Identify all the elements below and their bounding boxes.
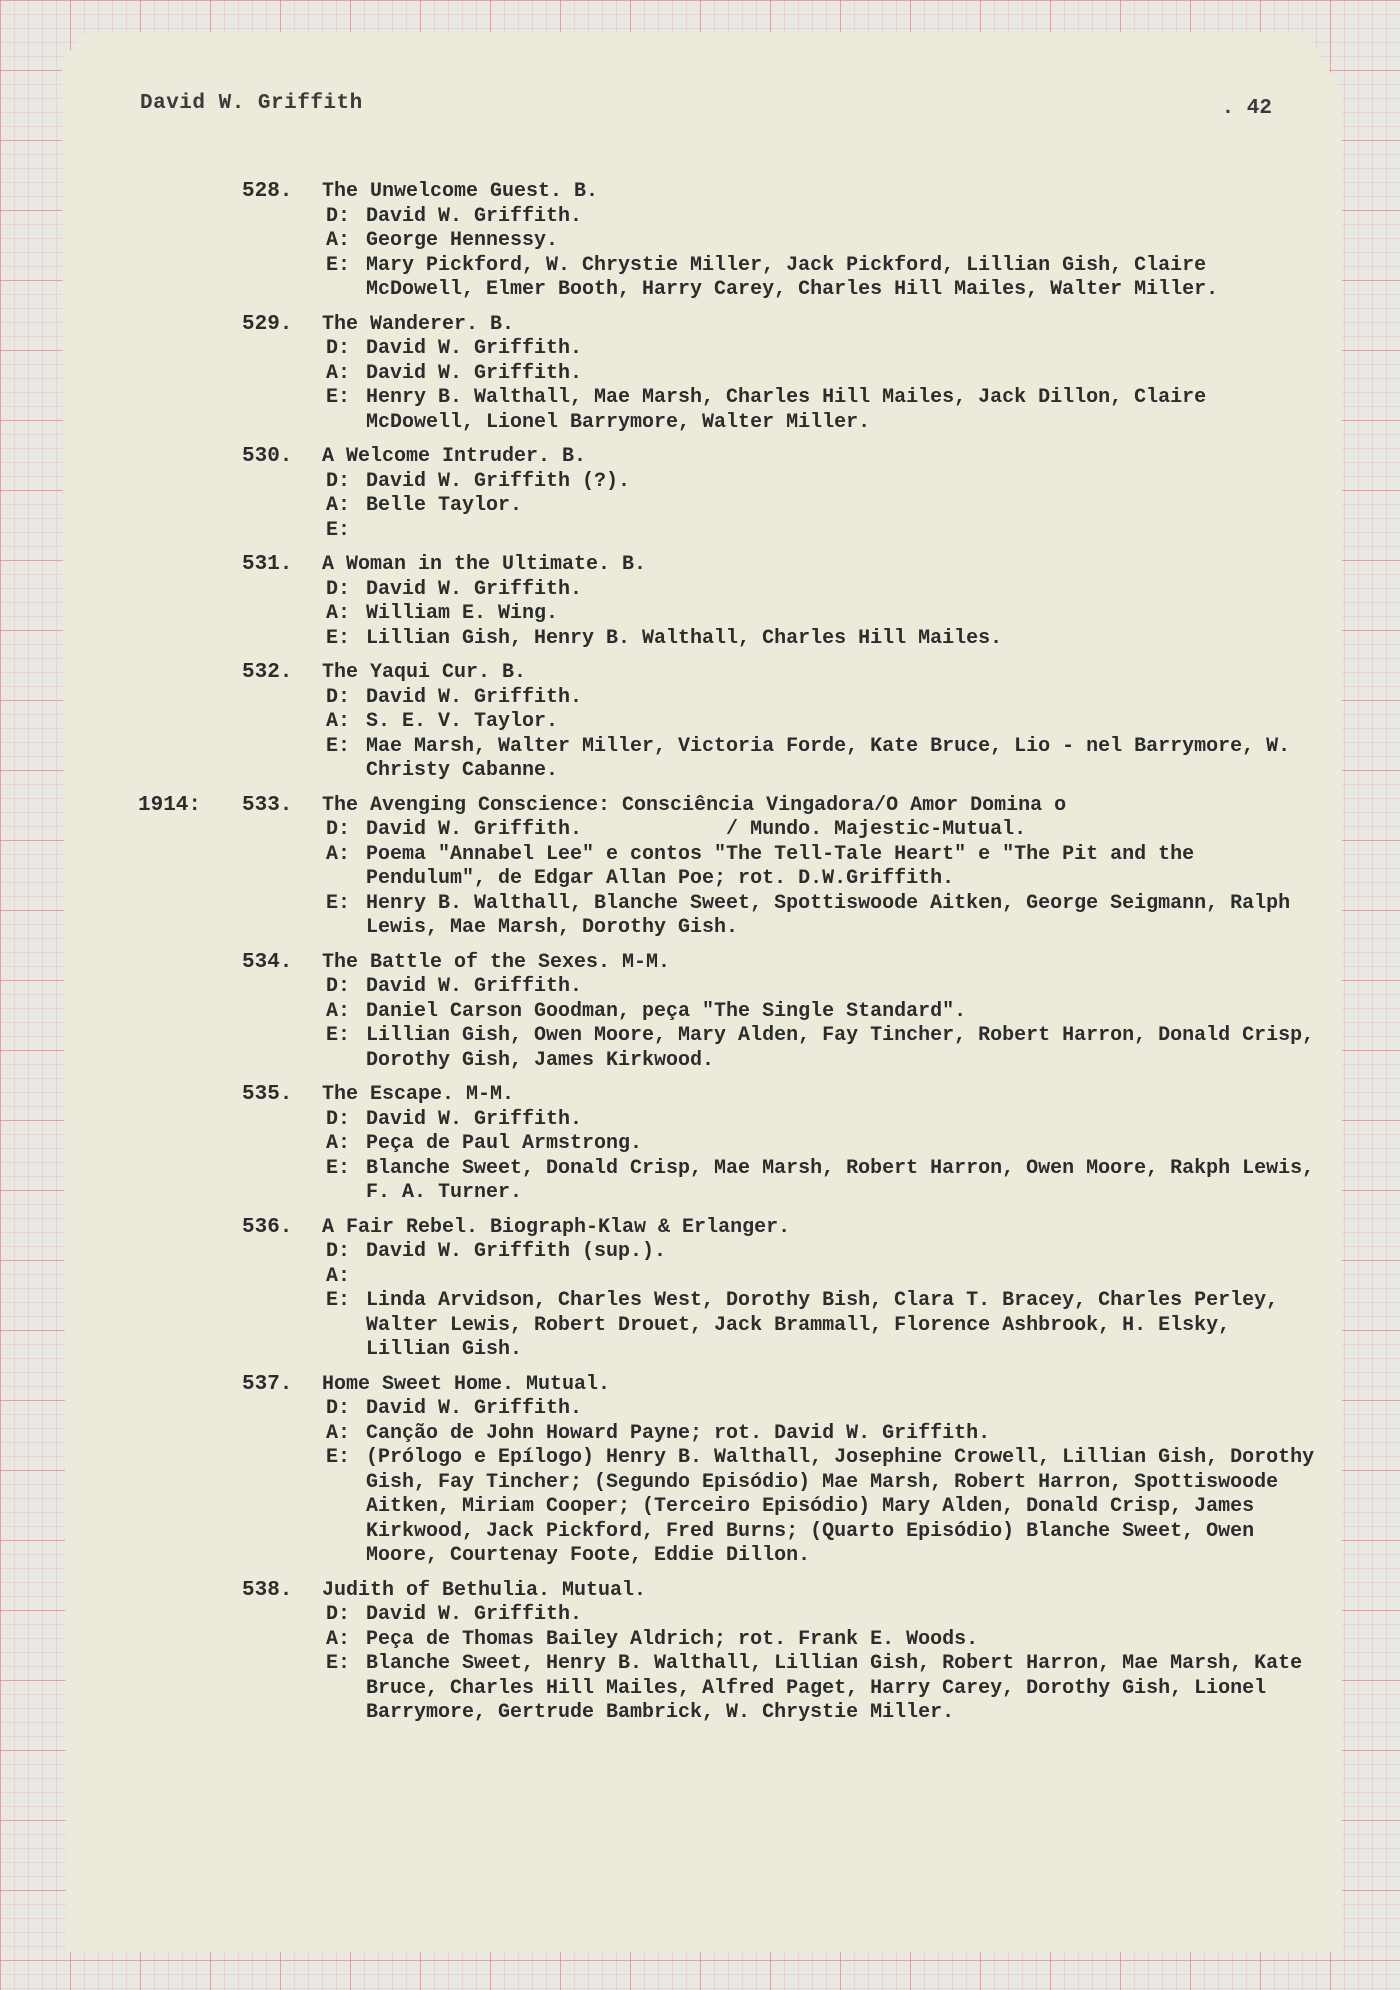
director-line [326, 1108, 1322, 1133]
author-label: A: [326, 1264, 351, 1288]
cast-value: Mae Marsh, Walter Miller, Victoria Forde, Kate Bruce, Lio - nel Barrymore, W. Christy Cabanne. [366, 734, 1291, 782]
film-entry [0, 553, 1400, 651]
cast-line [326, 1157, 1322, 1206]
cast-value [366, 519, 1322, 544]
film-entry [0, 1216, 1400, 1363]
film-entry [0, 180, 1400, 303]
cast-line [326, 892, 1322, 941]
entry-title: The Unwelcome Guest. B. [322, 180, 599, 203]
cast-line [326, 1024, 1322, 1073]
film-entry [0, 661, 1400, 784]
entry-number: 531. [242, 553, 293, 576]
director-line [326, 1603, 1322, 1628]
director-value: David W. Griffith. [366, 1107, 583, 1131]
cast-line [326, 254, 1322, 303]
director-label: D: [326, 1397, 351, 1420]
cast-value: Blanche Sweet, Henry B. Walthall, Lillian Gish, Robert Harron, Mae Marsh, Kate Bruce, Charles Hill Mailes, Alfred Paget, Harry Carey, Dorothy Gish, Lionel Barrymore, Gertrude Bambrick, W. Chrystie Miller. [366, 1652, 1303, 1724]
cast-value: Blanche Sweet, Donald Crisp, Mae Marsh, Robert Harron, Owen Moore, Rakph Lewis, F. A. Turner. [366, 1156, 1315, 1204]
director-label: D: [326, 204, 351, 228]
author-value: S. E. V. Taylor. [366, 710, 559, 733]
entry-number: 532. [242, 661, 293, 684]
author-value: Canção de John Howard Payne; rot. David W. Griffith. [366, 1421, 991, 1445]
director-label: D: [326, 337, 351, 360]
film-entry [0, 794, 1400, 941]
author-line [326, 710, 1322, 735]
cast-label: E: [326, 253, 351, 277]
director-label: D: [326, 1240, 351, 1263]
author-line [326, 843, 1322, 892]
director-label: D: [326, 469, 351, 493]
director-value: David W. Griffith. [366, 1603, 583, 1626]
cast-label: E: [326, 734, 351, 758]
author-line [326, 229, 1322, 254]
entry-number: 537. [242, 1372, 293, 1396]
author-line [326, 1628, 1322, 1653]
author-value: Peça de Paul Armstrong. [366, 1132, 643, 1155]
entry-number: 529. [242, 312, 293, 336]
entry-number: 535. [242, 1083, 293, 1106]
author-label: A: [326, 710, 351, 733]
director-label: D: [326, 577, 351, 601]
author-label: A: [326, 1421, 351, 1445]
author-value [366, 1265, 1322, 1290]
author-label: A: [326, 229, 351, 252]
cast-label: E: [326, 518, 351, 542]
entry-title: The Escape. M-M. [322, 1083, 515, 1106]
author-label: A: [326, 602, 351, 625]
author-label: A: [326, 494, 351, 517]
cast-value: (Prólogo e Epílogo) Henry B. Walthall, Josephine Crowell, Lillian Gish, Dorothy Gish, Fay Tincher; (Segundo Episódio) Mae Marsh, Robert Harron, Spottiswoode Aitken, Miriam Cooper; (Terceiro Episódio) Mary Alden, Donald Crisp, James Kirkwood, Jack Pickford, Fred Burns; (Quarto Episódio) Blanche Sweet, Owen Moore, Courtenay Foote, Eddie Dillon. [366, 1446, 1315, 1567]
director-value: David W. Griffith (?). [366, 469, 631, 493]
director-line [326, 205, 1322, 230]
cast-line [326, 735, 1322, 784]
author-line [326, 494, 1322, 519]
director-value: David W. Griffith. / Mundo. Majestic-Mutual. [366, 818, 1027, 841]
cast-value: Linda Arvidson, Charles West, Dorothy Bish, Clara T. Bracey, Charles Perley, Walter Lewis, Robert Drouet, Jack Brammall, Florence Ashbrook, H. Elsky, Lillian Gish. [366, 1289, 1279, 1361]
author-line [326, 1422, 1322, 1447]
director-value: David W. Griffith (sup.). [366, 1240, 667, 1263]
film-entry [0, 313, 1400, 436]
entry-title: The Avenging Conscience: Consciência Vingadora/O Amor Domina o [322, 793, 1067, 817]
director-line [326, 818, 1322, 843]
author-label: A: [326, 361, 351, 385]
director-line [326, 1240, 1322, 1265]
author-label: A: [326, 999, 351, 1023]
entry-number: 528. [242, 180, 293, 203]
director-line [326, 1397, 1322, 1422]
director-value: David W. Griffith. [366, 975, 583, 998]
author-label: A: [326, 1132, 351, 1155]
director-label: D: [326, 1107, 351, 1131]
cast-line [326, 627, 1322, 652]
header-author: David W. Griffith [140, 92, 363, 115]
entry-title: A Fair Rebel. Biograph-Klaw & Erlanger. [322, 1215, 791, 1239]
film-entry [0, 1579, 1400, 1726]
director-label: D: [326, 685, 351, 709]
entry-title: The Battle of the Sexes. M-M. [322, 950, 671, 974]
author-line [326, 1132, 1322, 1157]
entry-title: A Woman in the Ultimate. B. [322, 553, 647, 576]
cast-label: E: [326, 1156, 351, 1180]
entry-number: 534. [242, 950, 293, 974]
cast-line [326, 1446, 1322, 1569]
entry-year: 1914: [138, 793, 202, 817]
director-value: David W. Griffith. [366, 337, 583, 360]
cast-value: Henry B. Walthall, Blanche Sweet, Spottiswoode Aitken, George Seigmann, Ralph Lewis, Mae Marsh, Dorothy Gish. [366, 891, 1291, 939]
author-value: Poema "Annabel Lee" e contos "The Tell-Tale Heart" e "The Pit and the Pendulum", de Edgar Allan Poe; rot. D.W.Griffith. [366, 842, 1195, 890]
cast-label: E: [326, 891, 351, 915]
director-label: D: [326, 1603, 351, 1626]
cast-label: E: [326, 1024, 351, 1047]
cast-line [326, 519, 1322, 544]
director-value: David W. Griffith. [366, 685, 583, 709]
author-value: Belle Taylor. [366, 494, 523, 517]
cast-line [326, 1289, 1322, 1363]
entry-title: A Welcome Intruder. B. [322, 445, 587, 468]
cast-label: E: [326, 626, 351, 650]
film-entry [0, 1083, 1400, 1206]
entry-number: 538. [242, 1578, 293, 1602]
director-line [326, 975, 1322, 1000]
entry-title: The Yaqui Cur. B. [322, 661, 527, 684]
director-value: David W. Griffith. [366, 577, 583, 601]
cast-label: E: [326, 1652, 351, 1675]
cast-value: Mary Pickford, W. Chrystie Miller, Jack Pickford, Lillian Gish, Claire McDowell, Elmer Booth, Harry Carey, Charles Hill Mailes, Walter Miller. [366, 253, 1219, 301]
director-line [326, 578, 1322, 603]
cast-line [326, 386, 1322, 435]
director-line [326, 686, 1322, 711]
entry-title: Judith of Bethulia. Mutual. [322, 1578, 647, 1602]
entry-title: Home Sweet Home. Mutual. [322, 1372, 611, 1396]
cast-label: E: [326, 386, 351, 409]
director-value: David W. Griffith. [366, 1397, 583, 1420]
author-line [326, 1265, 1322, 1290]
cast-value: Lillian Gish, Owen Moore, Mary Alden, Fay Tincher, Robert Harron, Donald Crisp, Dorothy Gish, James Kirkwood. [366, 1024, 1315, 1072]
author-value: William E. Wing. [366, 602, 559, 625]
author-line [326, 362, 1322, 387]
filmography-list [0, 180, 1400, 1736]
film-entry [0, 951, 1400, 1074]
film-entry [0, 1373, 1400, 1569]
entry-number: 533. [242, 793, 293, 817]
author-line [326, 602, 1322, 627]
director-label: D: [326, 818, 351, 841]
entry-number: 530. [242, 445, 293, 468]
film-entry [0, 445, 1400, 543]
director-label: D: [326, 975, 351, 998]
author-value: Peça de Thomas Bailey Aldrich; rot. Frank E. Woods. [366, 1627, 979, 1651]
author-label: A: [326, 842, 351, 866]
cast-label: E: [326, 1446, 351, 1469]
director-line [326, 470, 1322, 495]
page-number: . 42 [1221, 97, 1272, 120]
author-line [326, 1000, 1322, 1025]
author-value: David W. Griffith. [366, 361, 583, 385]
director-value: David W. Griffith. [366, 204, 583, 228]
cast-label: E: [326, 1289, 351, 1312]
cast-value: Henry B. Walthall, Mae Marsh, Charles Hill Mailes, Jack Dillon, Claire McDowell, Lionel Barrymore, Walter Miller. [366, 386, 1207, 434]
entry-number: 536. [242, 1215, 293, 1239]
author-value: George Hennessy. [366, 229, 559, 252]
cast-value: Lillian Gish, Henry B. Walthall, Charles Hill Mailes. [366, 626, 1003, 650]
author-label: A: [326, 1627, 351, 1651]
entry-title: The Wanderer. B. [322, 312, 515, 336]
cast-line [326, 1652, 1322, 1726]
director-line [326, 337, 1322, 362]
author-value: Daniel Carson Goodman, peça "The Single Standard". [366, 999, 967, 1023]
